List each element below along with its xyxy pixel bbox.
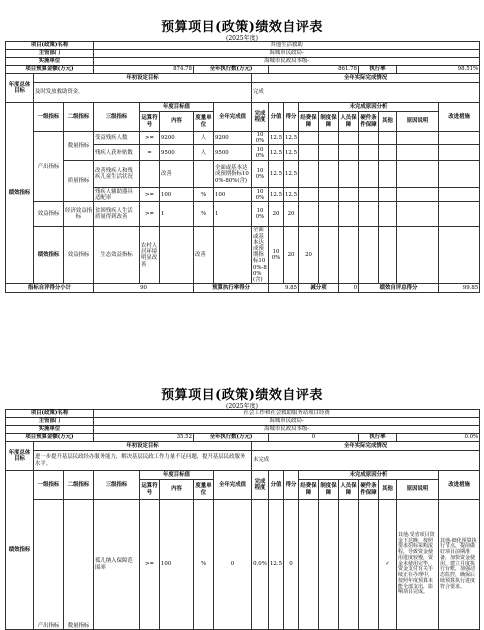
output-label: 产出指标: [34, 500, 64, 630]
row-l3: 贫困残疾人生活质量得到改善: [94, 202, 140, 227]
row-unit: 人: [194, 132, 214, 145]
row-content: 100: [160, 500, 194, 630]
table-row: [6, 227, 480, 284]
perf-label-2: 绩效指标: [34, 227, 64, 284]
h-r4: 硬件条件保障: [359, 112, 379, 132]
h-level3: 三级指标: [94, 103, 140, 132]
initial-goal-label: 年初设定目标: [34, 74, 252, 83]
h-complete: 全年完成值: [214, 471, 252, 500]
h-degree: 完成程度: [252, 103, 269, 132]
h-r3: 人员保障: [339, 480, 359, 500]
perf-label: 绩效指标: [6, 471, 34, 630]
row-l3: 残疾人辅助器具适配率: [94, 188, 140, 202]
h-level3: 三级指标: [94, 471, 140, 500]
final-value: 99.85: [439, 284, 480, 293]
h-level1: 一级指标: [34, 103, 64, 132]
rate-label: 执行率: [359, 66, 397, 74]
h-reason-desc: 原因说明: [397, 480, 439, 500]
exec-score-value: 9.85: [269, 284, 299, 293]
row-op: [160, 227, 194, 284]
row-unit: [194, 161, 214, 188]
h-r3: 人员保障: [339, 112, 359, 132]
h-r2: 制度保障: [319, 112, 339, 132]
row-op: [140, 161, 160, 188]
dept-label: 主管部门: [6, 418, 94, 426]
unit-label: 实施单位: [6, 58, 94, 66]
h-measures: 改进措施: [439, 103, 480, 132]
row-content: 9200: [160, 132, 194, 145]
eco-label: 生态效益指标: [94, 227, 140, 284]
row-op: >=: [140, 202, 160, 227]
h-content: 内容: [160, 112, 194, 132]
h-reasons: 未完成原因分析: [299, 103, 439, 112]
row-score: 12.5: [284, 132, 299, 145]
table-row: [6, 161, 480, 188]
row-op: >=: [140, 500, 160, 630]
row-degree: 100%: [252, 161, 269, 188]
unit: 海城市民政局本级-: [94, 426, 480, 434]
row-unit: %: [194, 188, 214, 202]
row-degree: 100%: [252, 132, 269, 145]
row-complete: 全面或基本达成预期指标100%-80%(含): [214, 161, 252, 188]
rate-label: 执行率: [359, 434, 397, 442]
row-score: 20: [299, 227, 319, 284]
row-unit: [214, 227, 252, 284]
benefit-label-2: 效益指标: [64, 227, 94, 284]
h-unit: 度量单位: [194, 480, 214, 500]
row-l3: 受益残疾人数: [94, 132, 140, 145]
row-degree: 0.0%: [252, 500, 269, 630]
deduct-value: 0: [339, 284, 359, 293]
h-measures: 改进措施: [439, 471, 480, 500]
project-name: 其他生活救助: [94, 42, 480, 50]
h-content: 内容: [160, 480, 194, 500]
h-level1: 一级指标: [34, 471, 64, 500]
row-l3: 残疾人获补贴数: [94, 145, 140, 161]
row-weight: 12.5: [269, 188, 284, 202]
row-weight: 12.5: [269, 145, 284, 161]
h-reason-desc: 原因说明: [397, 112, 439, 132]
row-score: 12.5: [284, 161, 299, 188]
evaluation-table-1: [5, 41, 480, 293]
actual-goal: 完成: [252, 83, 480, 103]
h-level2: 二级指标: [64, 471, 94, 500]
h-annual-target: 年度目标值: [140, 103, 214, 112]
h-op: 运算符号: [140, 112, 160, 132]
row-unit: %: [194, 500, 214, 630]
row-unit: 人: [194, 145, 214, 161]
h-r4: 硬件条件保障: [359, 480, 379, 500]
h-r1: 经费保障: [299, 480, 319, 500]
qty-label: 数量指标: [64, 132, 94, 161]
row-complete: 全面或基本达成预期指标100%-80%(含): [253, 227, 267, 284]
total-label: 指标自评得分小计: [6, 284, 94, 293]
h-unit: 度量单位: [194, 112, 214, 132]
h-weight: 分值: [269, 471, 284, 500]
row-complete: 1: [214, 202, 252, 227]
h-complete: 全年完成值: [214, 103, 252, 132]
row-op: =: [140, 145, 160, 161]
perf-label: 绩效指标: [6, 103, 34, 284]
goal-label: 年度总体目标: [6, 442, 34, 471]
row-degree: 100%: [252, 188, 269, 202]
row-degree: 100%: [269, 227, 284, 284]
benefit-label: 效益指标: [34, 202, 64, 227]
h-r1: 经费保障: [299, 112, 319, 132]
evaluation-table-2: [5, 409, 480, 630]
row-score: 12.5: [284, 145, 299, 161]
quality-label: 质量指标: [64, 161, 94, 202]
reason-check: ✓: [379, 500, 397, 630]
reason-desc: 其他:受省项目资金下达晚，按照要求招标采购流程，导致资金使用进度较慢，资金未使用完毕，资金支付有关手续正在办理中，按照年度预算未能全部支出，影响项目完成。: [397, 500, 439, 630]
h-weight: 分值: [269, 103, 284, 132]
dept-label: 主管部门: [6, 50, 94, 58]
row-score: 12.5: [284, 188, 299, 202]
row-complete: 0: [214, 500, 252, 630]
row-degree: 100%: [252, 202, 269, 227]
execution-value: 861.78: [269, 66, 359, 74]
document-page-1: [0, 0, 484, 292]
row-content: 100: [160, 188, 194, 202]
econ-label: 经济效益指标: [64, 202, 94, 227]
initial-goal-label: 年初设定目标: [34, 442, 252, 451]
row-weight: 12.5: [269, 500, 284, 630]
h-op: 运算符号: [140, 480, 160, 500]
row-l3: 改善残疾人和残疾儿童生活状况: [94, 161, 140, 188]
row-score: 20: [284, 202, 299, 227]
row-l3: 农村人居环境明显改善: [140, 227, 160, 284]
row-weight: 12.5: [269, 132, 284, 145]
exec-score-label: 预算执行率得分: [194, 284, 269, 293]
h-r2: 制度保障: [319, 480, 339, 500]
row-unit: %: [194, 202, 214, 227]
row-weight: 12.5: [269, 161, 284, 188]
total-value: 90: [94, 284, 194, 293]
budget-label: 项目预算金额(万元): [6, 66, 94, 74]
dept: 海城市民政局-: [94, 50, 480, 58]
actual-goal: 未完成: [252, 451, 480, 471]
row-complete: 9200: [214, 132, 252, 145]
h-r5: 其他: [379, 480, 397, 500]
table-row: [6, 202, 480, 227]
row-degree: 100%: [252, 145, 269, 161]
document-year: (2025年度): [226, 35, 258, 42]
project-name-label: 项目(政策)名称: [6, 42, 94, 50]
row-op: >=: [140, 188, 160, 202]
project-name: 社会工作和社会救助服务站项目经费: [94, 410, 480, 418]
h-level2: 二级指标: [64, 103, 94, 132]
h-annual-target: 年度目标值: [140, 471, 214, 480]
output-label: 产出指标: [34, 132, 64, 202]
execution-value: 0: [269, 434, 359, 442]
goal-label: 年度总体目标: [6, 74, 34, 103]
row-weight: 20: [284, 227, 299, 284]
row-content: 1: [160, 202, 194, 227]
project-name-label: 项目(政策)名称: [6, 410, 94, 418]
final-label: 绩效自评总得分: [359, 284, 439, 293]
row-complete: 9500: [214, 145, 252, 161]
document-year: (2025年度): [226, 403, 258, 410]
execution-label: 全年执行数(万元): [194, 434, 269, 442]
row-l3: 孤儿纳入保障范围率: [94, 500, 140, 630]
row-content: 9500: [160, 145, 194, 161]
totals-row: [6, 284, 480, 293]
deduct-label: 减分项: [299, 284, 339, 293]
rate-value: 98.51%: [397, 66, 480, 74]
initial-goal: 进一步提升基层民政经办服务能力，解决基层民政工作力量不足问题，提升基层民政服务水平。: [34, 451, 252, 471]
unit: 海城市民政局本级-: [94, 58, 480, 66]
h-degree: 完成程度: [252, 471, 269, 500]
h-score: 得分: [284, 471, 299, 500]
rate-value: 0.0%: [397, 434, 480, 442]
actual-goal-label: 全年实际完成情况: [252, 442, 480, 451]
h-score: 得分: [284, 103, 299, 132]
budget-value: 35.52: [94, 434, 194, 442]
document-title: 预算项目(政策)绩效自评表: [161, 388, 323, 403]
row-content: 改善: [194, 227, 214, 284]
h-r5: 其他: [379, 112, 397, 132]
execution-label: 全年执行数(万元): [194, 66, 269, 74]
row-op: >=: [140, 132, 160, 145]
qty-label: 数量指标: [64, 500, 94, 630]
improvement-measure: 其他:细化预算执行节点，提前做好项目前期准备，加快资金使用，建立月度执行台账，加强动态监控，确保后续预算执行进度符合要求。: [439, 500, 480, 630]
budget-value: 874.78: [94, 66, 194, 74]
actual-goal-label: 全年实际完成情况: [252, 74, 480, 83]
document-title: 预算项目(政策)绩效自评表: [161, 20, 323, 35]
unit-label: 实施单位: [6, 426, 94, 434]
dept: 海城市民政局-: [94, 418, 480, 426]
row-content: 改善: [160, 161, 194, 188]
table-row: [6, 132, 480, 145]
h-reasons: 未完成原因分析: [299, 471, 439, 480]
document-page-2: [0, 370, 484, 629]
row-score: 0: [284, 500, 299, 630]
table-row: [6, 500, 480, 630]
row-complete: 100: [214, 188, 252, 202]
budget-label: 项目预算金额(万元): [6, 434, 94, 442]
row-weight: 20: [269, 202, 284, 227]
initial-goal: 及时发放救助资金。: [34, 83, 252, 103]
